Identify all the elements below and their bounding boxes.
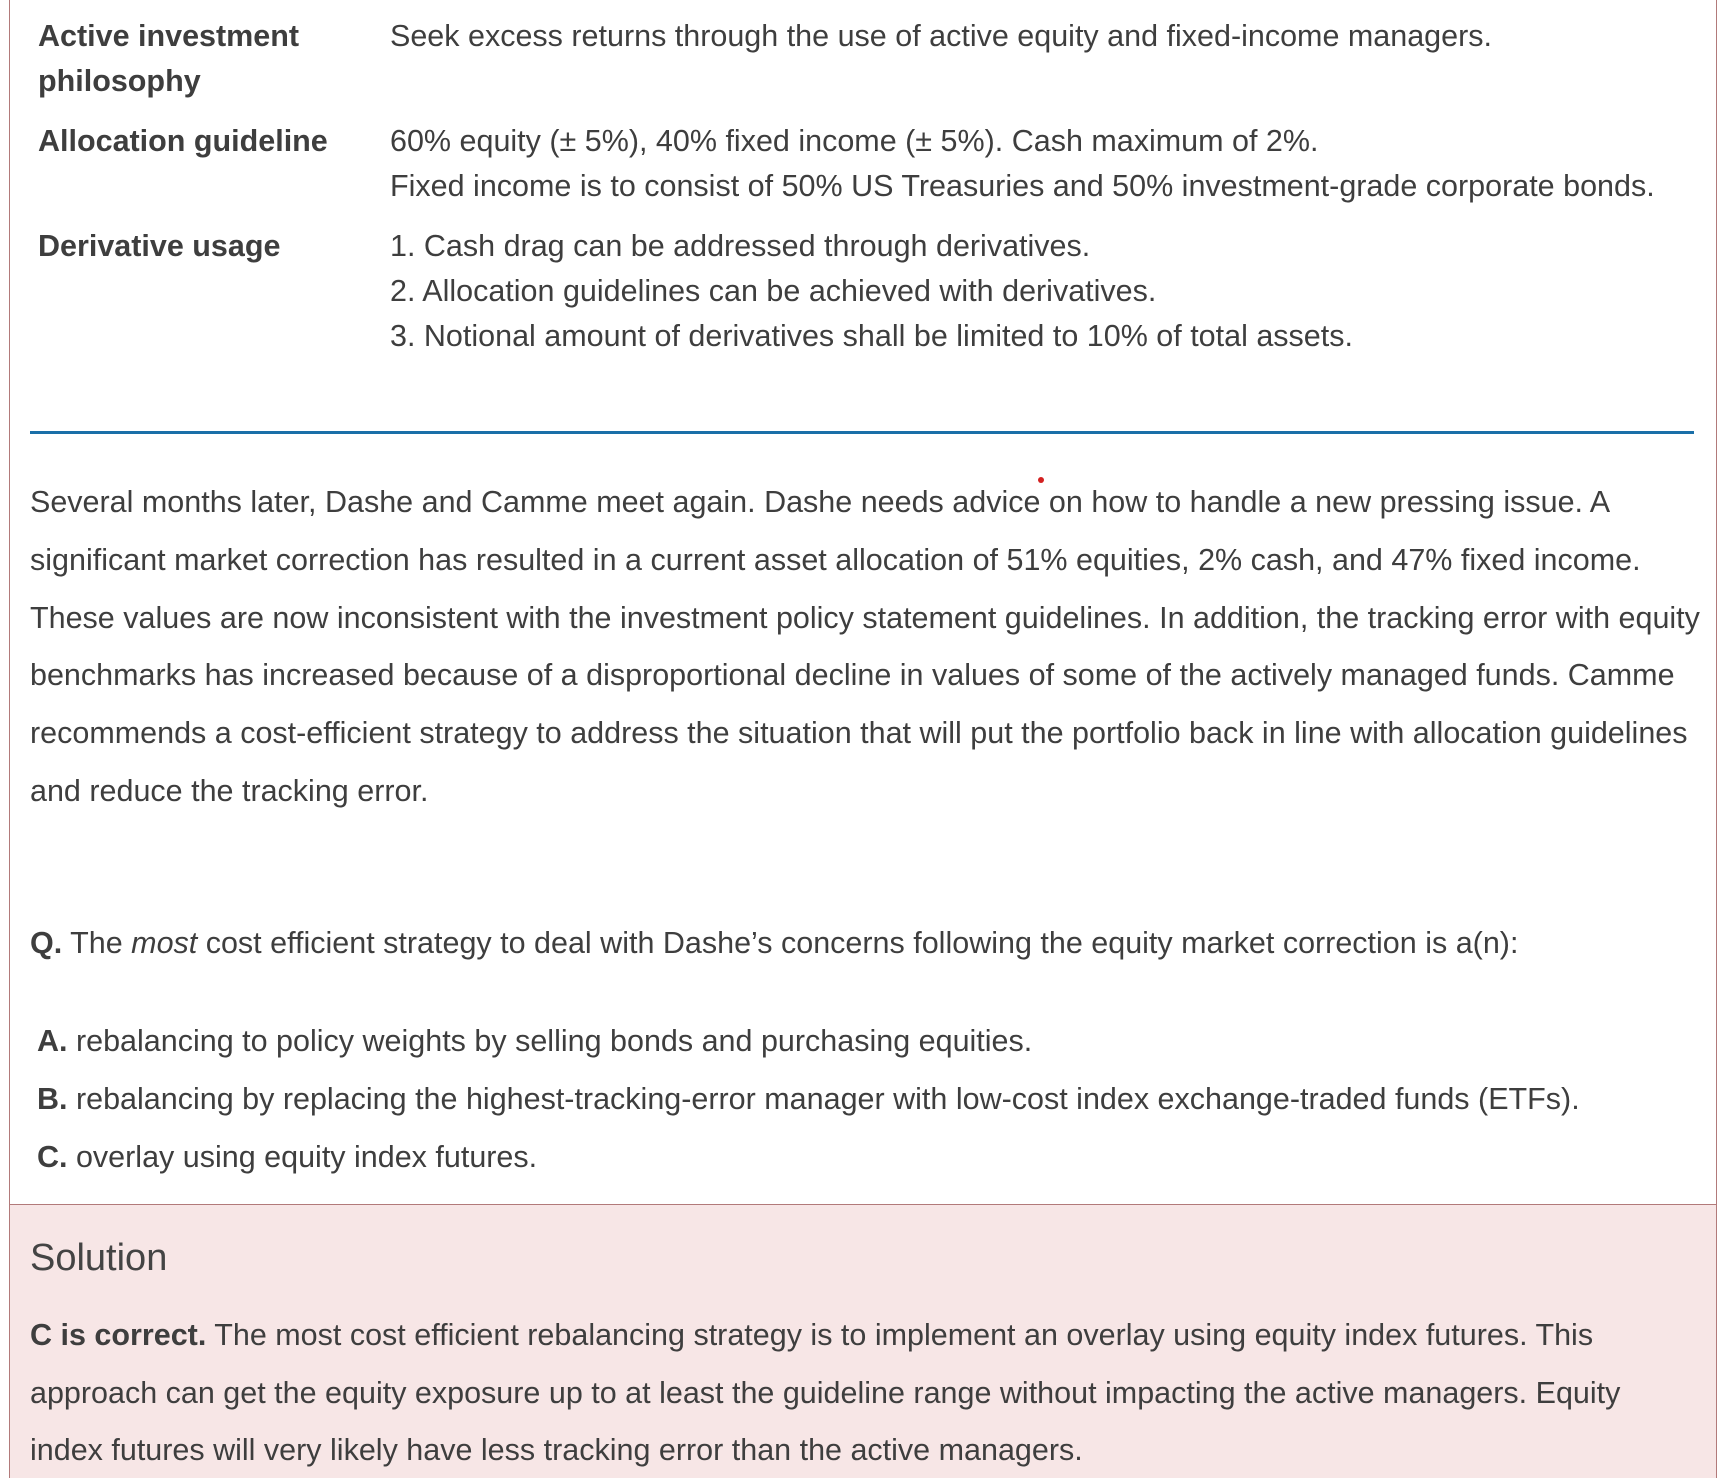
answer-letter: C.	[37, 1140, 68, 1174]
answer-text: overlay using equity index futures.	[67, 1140, 538, 1174]
ips-value-line: Fixed income is to consist of 50% US Treasuries and 50% investment-grade corporate bonds.	[390, 169, 1655, 203]
solution-explanation: The most cost efficient rebalancing strategy is to implement an overlay using equity index futures. This approach can get the equity exposure up to at least the guideline range without impacting the active managers. Equity index futures will very likely have less tracking error than the active managers.	[30, 1318, 1621, 1467]
answer-text: rebalancing by replacing the highest-tracking-error manager with low-cost index exchange-traded funds (ETFs).	[67, 1082, 1580, 1116]
question-emphasis: most	[131, 926, 198, 960]
solution-title: Solution	[30, 1237, 168, 1279]
ips-table	[38, 14, 1678, 359]
ips-value-line: 3. Notional amount of derivatives shall be limited to 10% of total assets.	[390, 319, 1353, 353]
ips-row-label: Active investment philosophy	[38, 19, 300, 98]
ips-row-derivatives	[38, 224, 1678, 359]
ips-value-line: 1. Cash drag can be addressed through derivatives.	[390, 229, 1091, 263]
solution-verdict: C is correct.	[30, 1318, 207, 1352]
answer-option-c[interactable]	[37, 1128, 1702, 1186]
solution-panel	[9, 1204, 1717, 1478]
ips-row-allocation	[38, 119, 1678, 209]
ips-value-line: Seek excess returns through the use of active equity and fixed-income managers.	[390, 19, 1492, 53]
ips-row-philosophy	[38, 14, 1678, 104]
question-text-before: The	[62, 926, 132, 960]
answer-text: rebalancing to policy weights by selling bonds and purchasing equities.	[67, 1024, 1033, 1058]
answer-option-a[interactable]	[37, 1012, 1702, 1070]
question-text-after: cost efficient strategy to deal with Dashe’s concerns following the equity market correction is a(n):	[197, 926, 1519, 960]
ips-value-line: 2. Allocation guidelines can be achieved with derivatives.	[390, 274, 1157, 308]
case-paragraph: Several months later, Dashe and Camme meet again. Dashe needs advice on how to handle a new pressing issue. A significant market correction has resulted in a current asset allocation of 51% equities, 2% cash, and 47% fixed income. These values are now inconsistent with the investment policy statement guidelines. In addition, the tracking error with equity benchmarks has increased because of a disproportional decline in values of some of the actively managed funds. Camme recommends a cost-efficient strategy to address the situation that will put the portfolio back in line with allocation guidelines and reduce the tracking error.	[30, 485, 1700, 808]
question	[30, 918, 1702, 968]
answer-option-b[interactable]	[37, 1070, 1702, 1128]
cursor-dot	[1038, 477, 1044, 483]
ips-row-label: Derivative usage	[38, 229, 281, 263]
ips-row-label: Allocation guideline	[38, 124, 328, 158]
solution-text	[30, 1307, 1700, 1480]
section-divider	[30, 431, 1694, 434]
answer-list	[37, 1012, 1702, 1186]
answer-letter: A.	[37, 1024, 68, 1058]
ips-row-value	[390, 224, 1678, 359]
question-label: Q.	[30, 926, 63, 960]
ips-row-value	[390, 14, 1678, 59]
answer-letter: B.	[37, 1082, 68, 1116]
ips-row-value	[390, 119, 1678, 209]
ips-value-line: 60% equity (± 5%), 40% fixed income (± 5%). Cash maximum of 2%.	[390, 124, 1319, 158]
